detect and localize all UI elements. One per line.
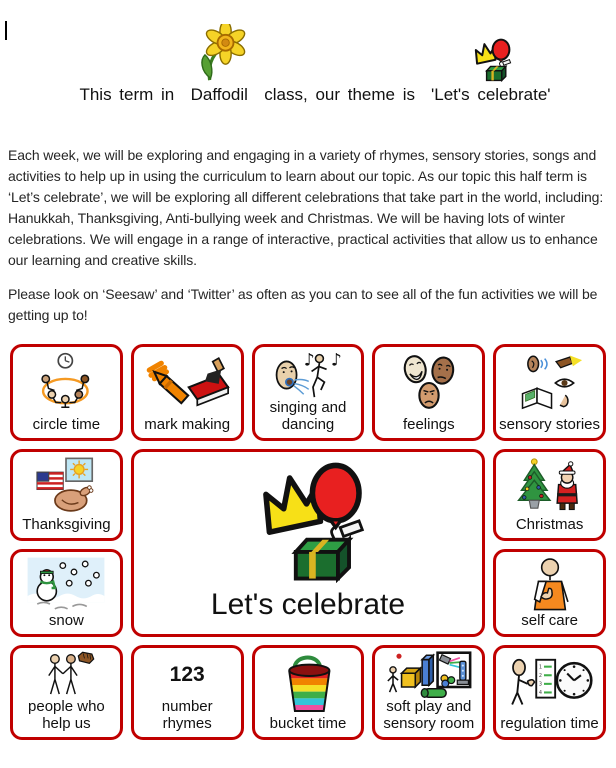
soft-play-sensory-room-icon-wrap [377,651,480,699]
card-snow [10,549,123,637]
snow-icon-wrap [15,555,118,613]
celebration-icon [468,38,514,82]
celebration-icon-wrap [136,455,480,588]
card-lets-celebrate [131,449,485,637]
circle-time-icon [23,352,109,414]
card-label: soft play and sensory room [383,698,475,732]
christmas-icon [506,456,594,516]
number-rhymes-123: 123 [169,663,205,686]
card-number-rhymes [131,645,244,740]
soft-play-sensory-room-icon [383,651,475,699]
singing-and-dancing-icon-wrap [257,350,360,400]
title-part1: This term in [79,85,175,104]
bucket-icon-wrap [257,651,360,716]
card-mark-making [131,344,244,441]
page-title [34,24,596,105]
card-sensory-stories [493,344,606,441]
card-bucket-time [252,645,365,740]
card-label: feelings [402,415,455,433]
thanksgiving-icon-wrap [15,455,118,517]
title-part2: class, our theme is [264,85,415,104]
regulation-time-icon-wrap [498,651,601,716]
card-label: people who help us [28,698,105,732]
card-thanksgiving [10,449,123,541]
theme-figure [431,38,551,105]
daffodil-icon [190,24,248,82]
card-label: sensory stories [499,415,601,433]
card-label: regulation time [500,714,599,732]
card-label: mark making [144,415,231,433]
card-label: circle time [32,415,101,433]
bucket-icon [272,653,344,713]
people-who-help-us-icon [28,651,104,699]
mark-making-icon [141,353,233,413]
card-label: Thanksgiving [22,515,111,533]
svg-text:♪: ♪ [303,350,315,371]
document-body[interactable] [8,145,608,326]
svg-text:♪: ♪ [330,350,342,371]
svg-text:3: 3 [538,681,542,688]
self-care-icon [518,556,582,612]
card-self-care [493,549,606,637]
sensory-stories-icon-wrap [498,350,601,417]
thanksgiving-icon [22,457,110,515]
feelings-icon-wrap [377,350,480,417]
daffodil-figure [190,24,248,105]
card-feelings [372,344,485,441]
singing-and-dancing-icon [262,350,354,400]
feelings-icon [390,352,468,414]
regulation-time-icon [507,657,593,709]
card-circle-time [10,344,123,441]
card-regulation-time [493,645,606,740]
title-theme: 'Let's celebrate' [431,85,551,104]
svg-text:1: 1 [538,664,542,671]
topic-symbol-grid [10,344,606,740]
mark-making-icon-wrap [136,350,239,417]
card-label: number rhymes [161,698,213,732]
svg-text:2: 2 [538,673,542,680]
card-people-who-help-us [10,645,123,740]
card-label: self care [521,611,578,629]
christmas-icon-wrap [498,455,601,517]
card-singing-and-dancing [252,344,365,441]
card-soft-play-and-sensory-room [372,645,485,740]
circle-time-icon-wrap [15,350,118,417]
card-label: Christmas [515,515,584,533]
number-rhymes-123-wrap [136,651,239,699]
sensory-stories-icon [511,354,589,412]
seesaw-twitter-paragraph: Please look on ‘Seesaw’ and ‘Twitter’ as often as you can to see all of the fun activities we will be getting up to! [8,286,598,323]
title-class-name: Daffodil [190,85,248,104]
svg-text:4: 4 [538,690,542,697]
intro-paragraph: Each week, we will be exploring and engaging in a variety of rhymes, sensory stories, songs and activities to help up in using the curriculum to learn about our topic. As our topic this half term is ‘Let’s celebrate’, we will be exploring all different celebrations that take part in the world, including: Hanukkah, Thanksgiving, Anti-bullying week and Christmas. We will be having lots of winter celebrations. We will engage in a range of interactive, practical activities that allow us to enhance our learning and creative skills. [8,147,604,268]
card-label: bucket time [269,714,347,732]
snow-icon [23,556,109,612]
card-christmas [493,449,606,541]
card-label: singing and dancing [269,399,347,433]
card-label: snow [48,611,84,629]
celebration-icon [244,461,372,583]
self-care-icon-wrap [498,555,601,613]
people-who-help-us-icon-wrap [15,651,118,699]
text-cursor [5,21,7,40]
center-card-label: Let's celebrate [210,588,406,621]
